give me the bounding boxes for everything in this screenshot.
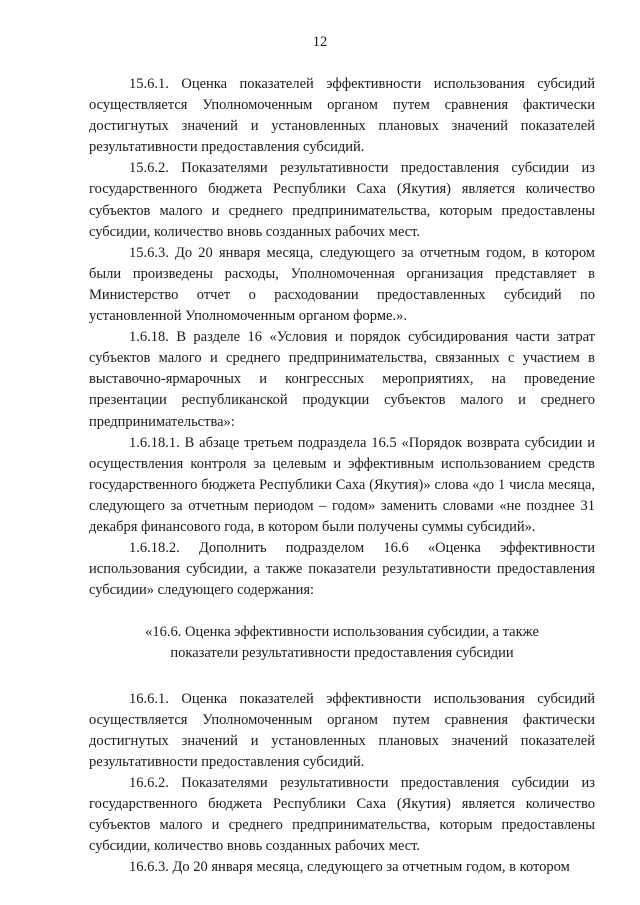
paragraph-16-6-1: 16.6.1. Оценка показателей эффективности использования субсидий осуществляется Уполномоченным органом путем сравнения фактически достигнутых значений и установленных плановых значений показателей результативности предоставления субсидий. xyxy=(89,690,595,770)
paragraph-1-6-18: 1.6.18. В разделе 16 «Условия и порядок субсидирования части затрат субъектов малого и среднего предпринимательства, связанных с участием в выставочно-ярмарочных и конгрессных мероприятиях, на проведение презентации республиканской продукции субъектов малого и среднего предпринимательства»: xyxy=(89,329,595,430)
section-heading-line-1: «16.6. Оценка эффективности использования субсидии, а также xyxy=(145,624,539,641)
paragraph-1-6-18-2: 1.6.18.2. Дополнить подразделом 16.6 «Оценка эффективности использования субсидии, а также показатели результативности предоставления субсидии» следующего содержания: xyxy=(89,540,595,599)
section-heading-line-2: показатели результативности предоставления субсидии xyxy=(170,645,514,662)
paragraph-1-6-18-1: 1.6.18.1. В абзаце третьем подраздела 16.5 «Порядок возврата субсидии и осуществления контроля за целевым и эффективным использованием средств государственного бюджета Республики Саха (Якутия)» слова «до 1 числа месяца, следующего за отчетным периодом – годом» заменить словами «не позднее 31 декабря финансового года, в котором были получены суммы субсидий». xyxy=(89,434,595,535)
paragraph-16-6-2: 16.6.2. Показателями результативности предоставления субсидии из государственного бюджета Республики Саха (Якутия) является количество субъектов малого и среднего предпринимательства, которым предоставлены субсидии, количество вновь созданных рабочих мест. xyxy=(89,774,595,855)
section-heading xyxy=(89,622,595,664)
paragraph-15-6-2: 15.6.2. Показателями результативности предоставления субсидии из государственного бюджета Республики Саха (Якутия) является количество субъектов малого и среднего предпринимательства, которым предоставлены субсидии, количество вновь созданных рабочих мест. xyxy=(89,160,595,240)
page-number: 12 xyxy=(312,34,328,50)
paragraph-15-6-3: 15.6.3. До 20 января месяца, следующего за отчетным годом, в котором были произведены расходы, Уполномоченная организация представляет в Министерство отчет о расходовании предоставленных субсидий по установленной Уполномоченным органом форме.». xyxy=(89,244,595,325)
paragraph-16-6-3: 16.6.3. До 20 января месяца, следующего за отчетным годом, в котором xyxy=(129,859,570,876)
document-body xyxy=(89,74,595,878)
paragraph-15-6-1: 15.6.1. Оценка показателей эффективности использования субсидий осуществляется Уполномоченным органом путем сравнения фактически достигнутых значений и установленных плановых значений показателей результативности предоставления субсидий. xyxy=(89,76,595,156)
